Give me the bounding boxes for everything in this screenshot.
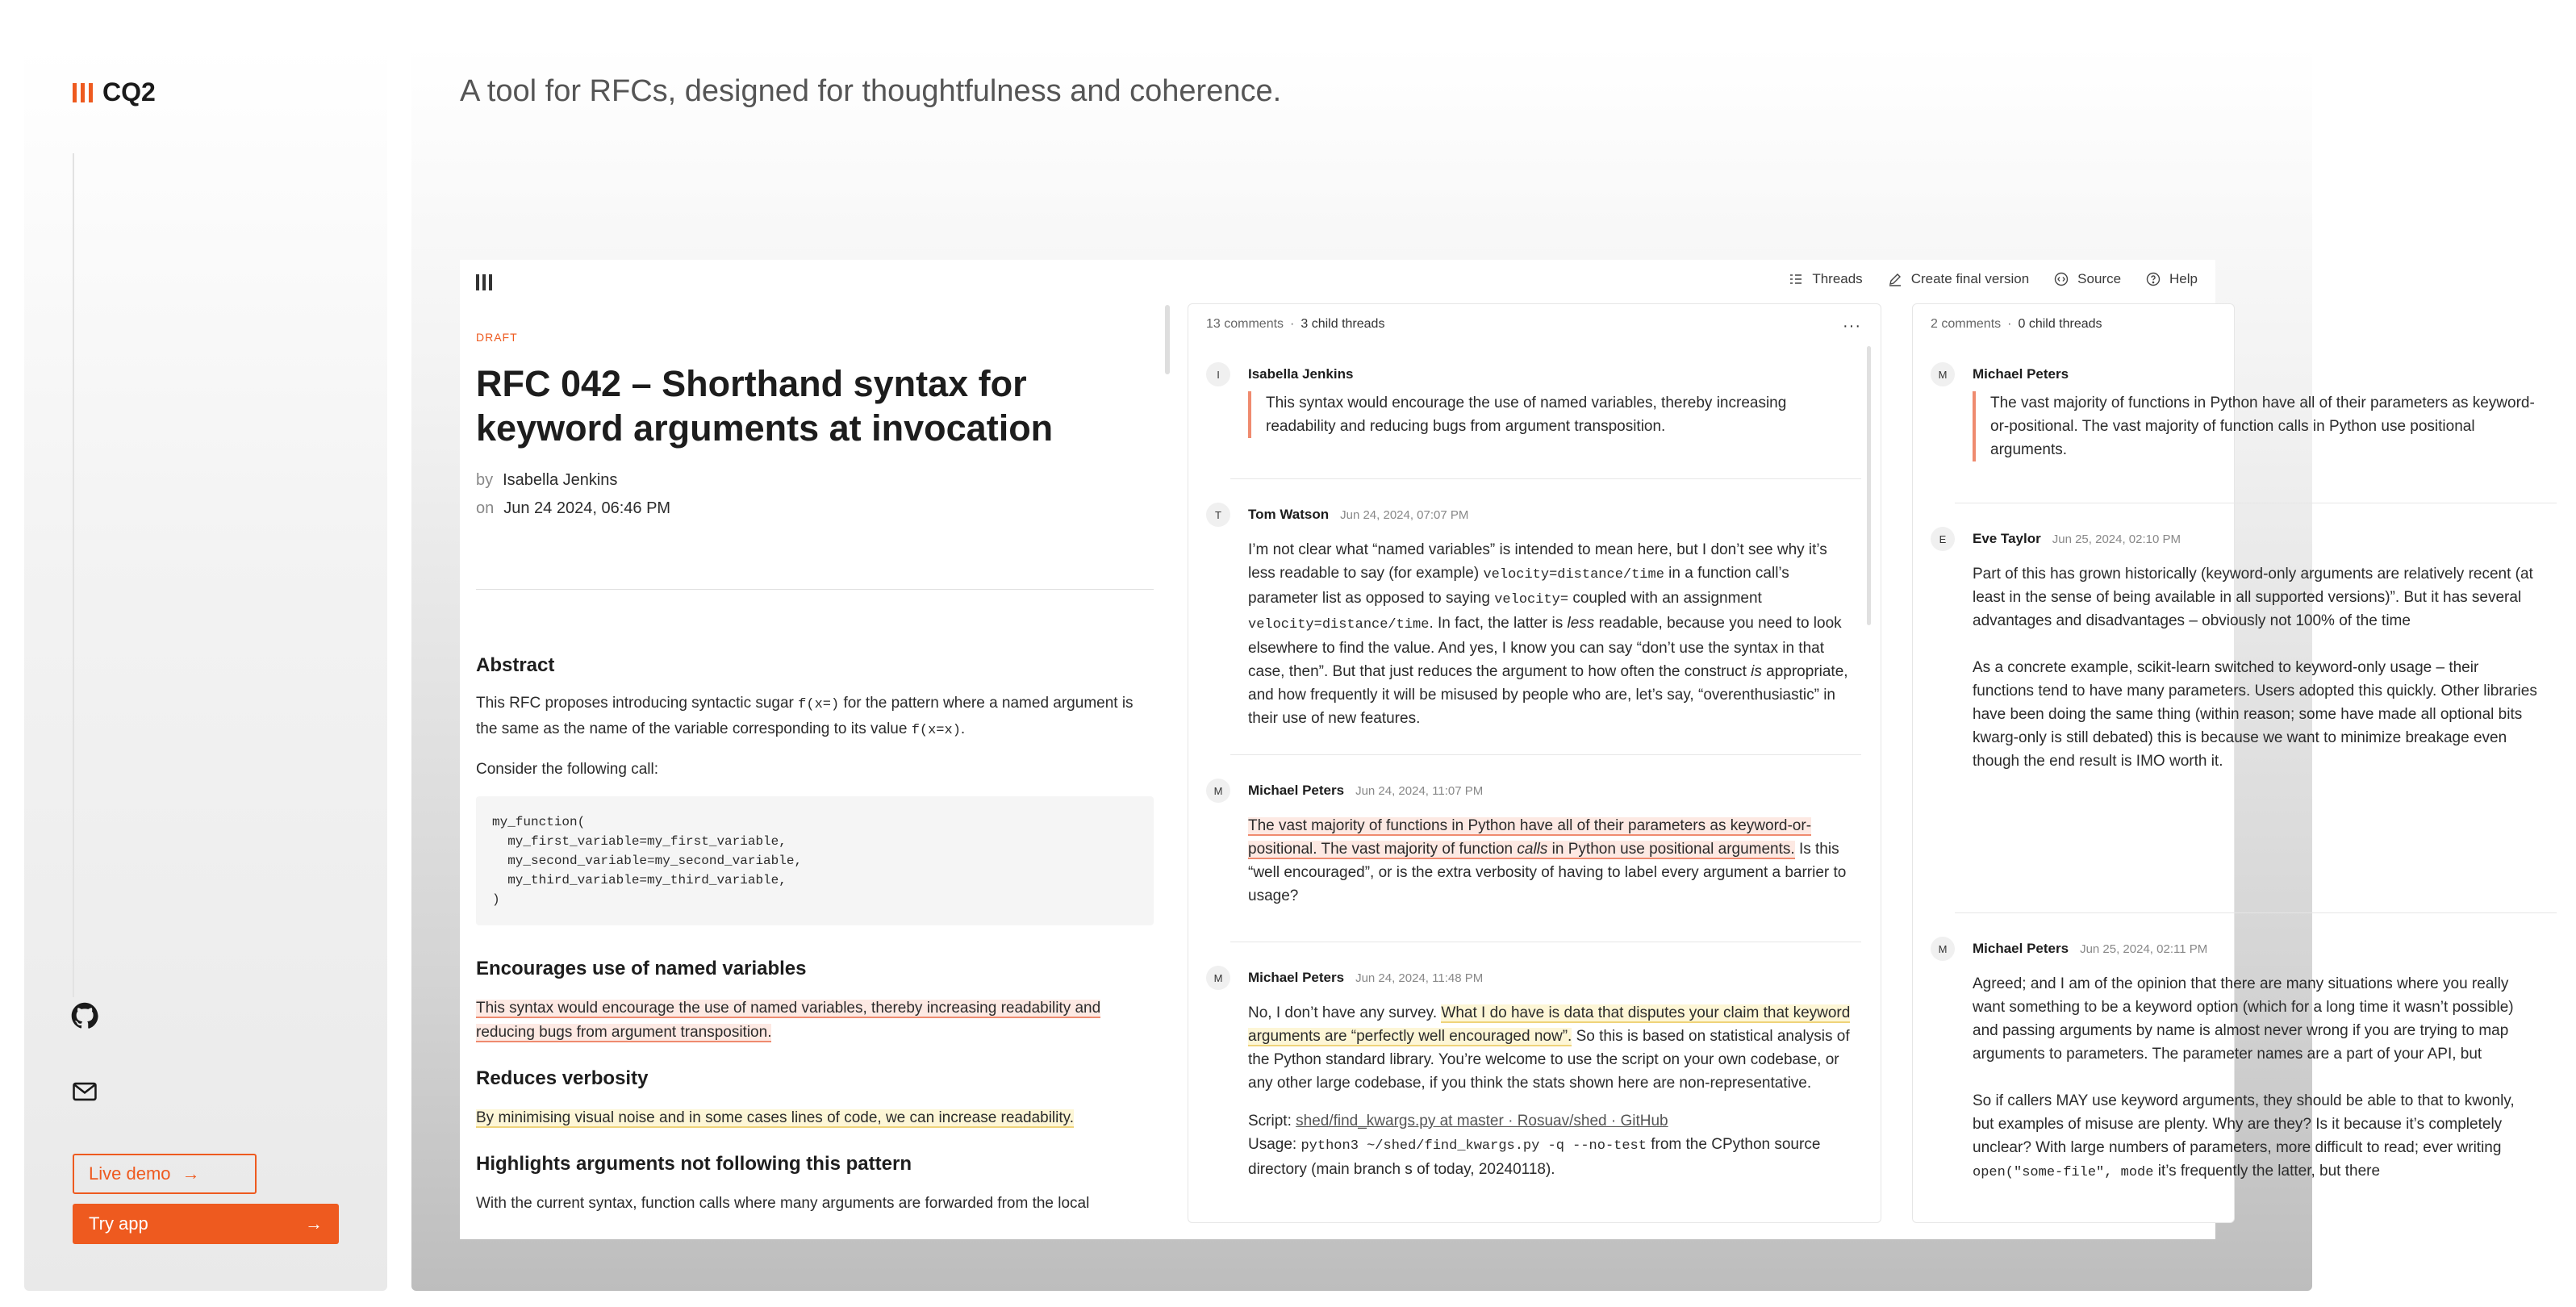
abstract-heading: Abstract (476, 654, 555, 676)
nav-help-label: Help (2169, 271, 2198, 286)
nav-threads-label: Threads (1812, 271, 1863, 286)
avatar: M (1206, 779, 1230, 803)
logo-bars-icon (73, 83, 93, 102)
highlights-heading: Highlights arguments not following this pattern (476, 1153, 912, 1175)
doc-scrollbar[interactable] (1165, 305, 1170, 374)
nav-create-final[interactable] (1887, 271, 2029, 287)
code-block: my_function( my_first_variable=my_first_variable, my_second_variable=my_second_variable, my_third_variable=my_third_variable, ) (476, 796, 1154, 925)
comment-divider (1955, 912, 2557, 913)
hero-section (411, 45, 2537, 1291)
comments-count: 13 comments (1206, 317, 1284, 331)
avatar: I (1206, 362, 1230, 386)
pencil-icon (1887, 271, 1903, 287)
status-badge: DRAFT (476, 331, 518, 344)
encourages-heading: Encourages use of named variables (476, 958, 807, 979)
child-thread-panel (1912, 303, 2537, 1223)
comment-author: Michael Peters (1973, 941, 2069, 956)
child-threads-count[interactable]: 0 child threads (2018, 317, 2102, 331)
thread-scrollbar[interactable] (1867, 346, 1871, 625)
comment-body: No, I don’t have any survey. What I do have is data that disputes your claim that keyword arguments are “perfectly well encouraged now”. So this is based on statistical analysis of the Python standard library. You’re welcome to use the script on your own codebase, or any other large codebase, if you think the stats shown here are non-representative. Script: shed/find_kwargs.py at master · Rosuav/shed · GitHub Usage: python3 ~/shed/find_kwargs.py -q --no-test from the CPython source directory (main branch s of today, 20240118). (1248, 1004, 1851, 1178)
on-label: on (476, 499, 495, 517)
thread-stats: 2 comments · 0 child threads (1931, 317, 2102, 331)
thread-panel (1188, 303, 1881, 1223)
comment-divider (1230, 754, 1861, 755)
comment-body: I’m not clear what “named variables” is intended to mean here, but I don’t see why it’s less readable to say (for example) velocity=distance/time in a function call’s parameter list as opposed to saying velocity= coupled with an assignment velocity=distance/time. In fact, the latter is less readable, because you need to look elsewhere to find the value. And yes, I know you can say “don’t use the syntax in that case, then”. But that just reduces the argument to how often the construct is appropriate, and how frequently it will be misused by people who are, let’s say, “overenthusiastic” in their use of new features. (1248, 541, 1848, 727)
child-threads-count[interactable]: 3 child threads (1301, 317, 1385, 331)
rfc-title: RFC 042 – Shorthand syntax for keyword arguments at invocation (476, 363, 1054, 449)
try-app-label: Try app (89, 1213, 148, 1234)
comment (1206, 503, 1852, 730)
nav-source-label: Source (2077, 271, 2122, 286)
comments-count: 2 comments (1931, 317, 2002, 331)
by-label: by (476, 471, 494, 489)
nav-create-final-label: Create final version (1910, 271, 2030, 286)
consider-text: Consider the following call: (476, 761, 659, 778)
thread-stats: 13 comments · 3 child threads (1206, 317, 1385, 331)
comment-author: Tom Watson (1248, 507, 1330, 522)
nav-threads[interactable] (1788, 271, 1862, 287)
comment (1931, 527, 2576, 773)
comment-divider (1230, 478, 1861, 479)
quoted-text: The vast majority of functions in Python have all of their parameters as keyword-or-positional. The vast majority of function calls in Python use positional arguments. (1973, 391, 2537, 461)
reduces-text[interactable] (476, 1106, 1154, 1130)
highlight-yellow[interactable]: What I do have is data that disputes your claim that keyword arguments are “perfectly well encouraged now”. (1248, 1004, 1851, 1045)
comment-author: Michael Peters (1248, 970, 1345, 985)
avatar: M (1931, 362, 1955, 386)
encourages-text[interactable] (476, 996, 1154, 1045)
author-name: Isabella Jenkins (503, 471, 618, 489)
thread-root-comment (1931, 362, 2576, 461)
top-nav (1788, 271, 2198, 287)
try-app-button[interactable] (73, 1204, 339, 1244)
rfc-date: Jun 24 2024, 06:46 PM (503, 499, 671, 517)
brand-logo[interactable] (73, 77, 156, 107)
comment-time: Jun 25, 2024, 02:11 PM (2080, 942, 2208, 956)
comment-time: Jun 24, 2024, 11:07 PM (1355, 783, 1484, 798)
nav-source[interactable] (2053, 271, 2121, 287)
brand-name: CQ2 (102, 77, 156, 106)
source-icon (2053, 271, 2069, 287)
highlights-text: With the current syntax, function calls where many arguments are forwarded from the local (476, 1195, 1090, 1212)
site-sidebar (24, 45, 387, 1291)
comment-author: Michael Peters (1248, 783, 1345, 798)
avatar: E (1931, 527, 1955, 551)
comment-body: Agreed; and I am of the opinion that there are many situations where you really want something to be a keyword option (which for a long time it wasn’t possible) and passing arguments by name is almost never wrong if you are trying to map arguments to parameters. The parameter names are a part of your API, but So if callers MAY use keyword arguments, they should be able to that to kwonly, but examples of misuse are plenty. Why are they? Is it because it’s completely unclear? With large numbers of parameters, more difficult to read; ever writing open("some-file", mode it’s frequently the latter, but there (1973, 975, 2515, 1180)
tagline: A tool for RFCs, designed for thoughtfulness and coherence. (460, 74, 1282, 108)
script-link[interactable]: shed/find_kwargs.py at master · Rosuav/shed · GitHub (1296, 1113, 1668, 1130)
highlight-red[interactable]: This syntax would encourage the use of named variables, thereby increasing readability and reducing bugs from argument transposition. (476, 1000, 1101, 1041)
comment-author: Isabella Jenkins (1248, 366, 1354, 382)
comment (1206, 966, 1852, 1181)
abstract-text: This RFC proposes introducing syntactic sugar f(x=) for the pattern where a named argument is the same as the name of the variable corresponding to its value f(x=x). (476, 695, 1134, 738)
arrow-right-icon: → (182, 1163, 200, 1184)
avatar: M (1206, 966, 1230, 990)
threads-icon (1788, 271, 1804, 287)
nav-help[interactable] (2145, 271, 2198, 287)
comment-time: Jun 24, 2024, 11:48 PM (1355, 971, 1484, 985)
comment-author: Eve Taylor (1973, 531, 2041, 546)
avatar: M (1931, 937, 1955, 961)
date-line (476, 499, 1154, 518)
quoted-text: This syntax would encourage the use of named variables, thereby increasing readability and reducing bugs from argument transposition. (1248, 391, 1852, 438)
highlight-red[interactable]: The vast majority of functions in Python have all of their parameters as keyword-or-positional. The vast majority of function calls in Python use positional arguments. (1248, 817, 1812, 858)
help-icon (2145, 271, 2161, 287)
comment-time: Jun 24, 2024, 07:07 PM (1340, 507, 1469, 522)
app-preview (460, 260, 2537, 1239)
sidebar-divider (73, 153, 74, 997)
doc-divider (476, 589, 1154, 590)
comment (1206, 779, 1852, 908)
live-demo-button[interactable] (73, 1154, 257, 1194)
rfc-document (476, 316, 1154, 1239)
github-icon[interactable] (71, 1002, 98, 1029)
highlight-yellow[interactable]: By minimising visual noise and in some cases lines of code, we can increase readability. (476, 1109, 1075, 1126)
comment-time: Jun 25, 2024, 02:10 PM (2052, 532, 2181, 546)
mail-icon[interactable] (71, 1078, 98, 1105)
live-demo-label: Live demo (89, 1163, 171, 1184)
author-line (476, 471, 1154, 490)
comment-author: Michael Peters (1973, 366, 2069, 382)
arrow-right-icon: → (305, 1213, 323, 1234)
thread-root-comment (1206, 362, 1852, 438)
reduces-heading: Reduces verbosity (476, 1067, 649, 1089)
comment-body: Part of this has grown historically (keyword-only arguments are relatively recent (at least in the sense of being available in all supported versions)”. But it has several advantages and disadvantages – obviously not 100% of the time As a concrete example, scikit-learn switched to keyword-only usage – their functions tend to have many parameters. Users adopted this quickly. Other libraries have been doing the same thing (within reason; some have made all optional bits kwarg-only is still debated) this is because we want to minimize breakage even though the end result is IMO worth it. (1973, 566, 2537, 770)
avatar: T (1206, 503, 1230, 527)
comment-body: The vast majority of functions in Python have all of their parameters as keyword-or-positional. The vast majority of function calls in Python use positional arguments. Is this “well encouraged”, or is the extra verbosity of having to label every argument a barrier to usage? (1248, 817, 1847, 904)
more-options-icon[interactable]: ··· (1843, 317, 1861, 335)
app-logo-icon[interactable] (476, 274, 492, 290)
comment (1931, 937, 2576, 1184)
